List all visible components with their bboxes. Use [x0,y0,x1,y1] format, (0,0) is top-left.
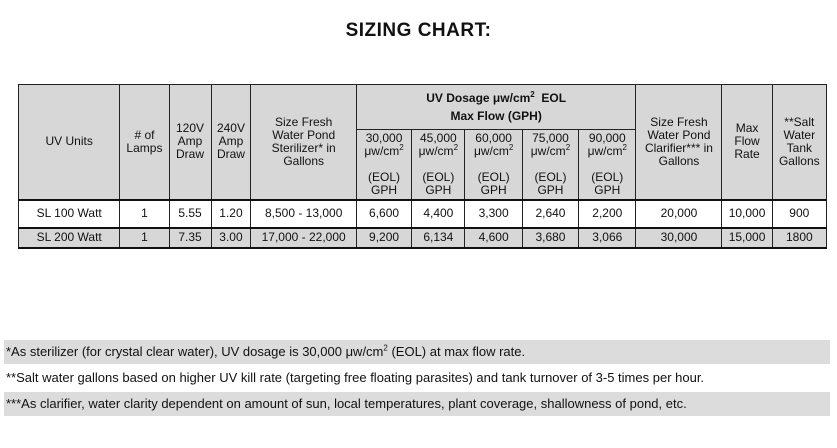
footnote-clarifier: ***As clarifier, water clarity dependent on amount of sun, local temperatures, plant coverage, shallowness of pond, etc. [4,392,830,416]
cell-salt: 1800 [772,228,826,248]
cell-flow-75000: 2,640 [522,200,578,228]
page-title: SIZING CHART: [345,20,492,41]
cell-flow-90000: 3,066 [579,228,636,248]
cell-flow-60000: 4,600 [465,228,522,248]
table-row [19,200,827,228]
footnotes [4,340,830,418]
cell-amp120: 7.35 [169,228,211,248]
header-120v-amp-draw: 120V Amp Draw [169,85,211,200]
header-dosage-90000: 90,000 $\mu w/cm^2$ (EOL) GPH [579,130,636,200]
cell-lamps: 1 [120,200,169,228]
footnote-salt-water: **Salt water gallons based on higher UV kill rate (targeting free floating parasites) and tank turnover of 3-5 times per hour. [4,366,830,390]
cell-lamps: 1 [120,228,169,248]
cell-clarifier: 30,000 [636,228,722,248]
header-dosage-60000: 60,000 $\mu w/cm^2$ (EOL) GPH [465,130,522,200]
header-lamps: # of Lamps [120,85,169,200]
cell-clarifier: 20,000 [636,200,722,228]
cell-flow-45000: 4,400 [412,200,465,228]
cell-flow-30000: 9,200 [356,228,411,248]
cell-amp240: 3.00 [211,228,251,248]
cell-flow-90000: 2,200 [579,200,636,228]
header-salt-water-gallons: **Salt Water Tank Gallons [772,85,826,200]
cell-max-flow-rate: 15,000 [722,228,772,248]
header-dosage-45000: 45,000 $\mu w/cm^2$ (EOL) GPH [412,130,465,200]
cell-amp120: 5.55 [169,200,211,228]
header-240v-amp-draw: 240V Amp Draw [211,85,251,200]
header-uv-dosage-group: UV Dosage $\mu w/cm^2$ EOL Max Flow (GPH) [356,85,636,130]
cell-unit: SL 100 Watt [19,200,120,228]
footnote-sterilizer: *As sterilizer (for crystal clear water), UV dosage is 30,000 $\mu w/cm^2$ (EOL) at max flow rate. [4,340,830,364]
table-row [19,228,827,248]
cell-salt: 900 [772,200,826,228]
header-sterilizer-size: Size Fresh Water Pond Sterilizer* in Gallons [251,85,356,200]
cell-sterilizer: 8,500 - 13,000 [251,200,356,228]
sizing-table [18,84,827,249]
cell-unit: SL 200 Watt [19,228,120,248]
cell-flow-30000: 6,600 [356,200,411,228]
cell-sterilizer: 17,000 - 22,000 [251,228,356,248]
cell-flow-60000: 3,300 [465,200,522,228]
cell-flow-45000: 6,134 [412,228,465,248]
header-max-flow-rate: Max Flow Rate [722,85,772,200]
header-dosage-30000: 30,000 $\mu w/cm^2$ (EOL) GPH [356,130,411,200]
cell-amp240: 1.20 [211,200,251,228]
cell-flow-75000: 3,680 [522,228,578,248]
cell-max-flow-rate: 10,000 [722,200,772,228]
header-dosage-75000: 75,000 $\mu w/cm^2$ (EOL) GPH [522,130,578,200]
header-uv-units: UV Units [19,85,120,200]
header-clarifier-size: Size Fresh Water Pond Clarifier*** in Gallons [636,85,722,200]
